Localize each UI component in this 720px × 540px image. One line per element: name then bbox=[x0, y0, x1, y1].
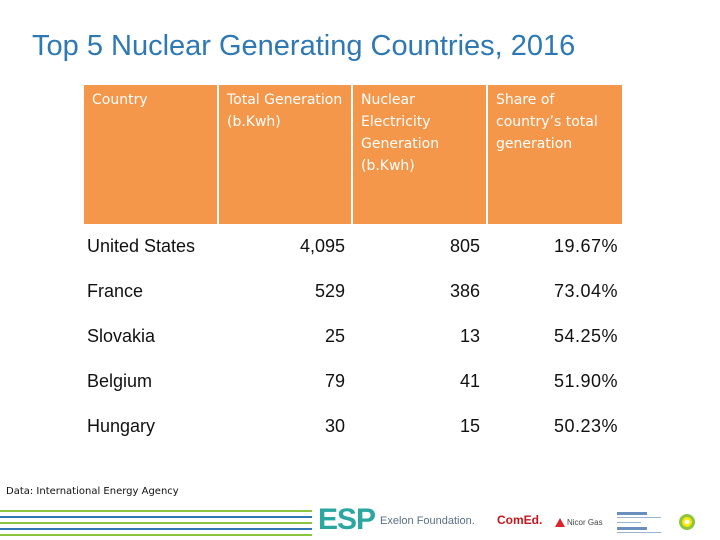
table-header-row bbox=[84, 85, 622, 224]
share-cell: 50.23% bbox=[487, 404, 622, 449]
comed-logo-text: ComEd. bbox=[497, 513, 543, 527]
share-cell: 51.90% bbox=[487, 359, 622, 404]
esp-logo-text: ESP bbox=[318, 503, 376, 536]
table-row bbox=[84, 359, 622, 404]
page-title: Top 5 Nuclear Generating Countries, 2016 bbox=[32, 30, 576, 62]
table-row bbox=[84, 404, 622, 449]
table-row bbox=[84, 224, 622, 269]
nuclear-generation-cell: 15 bbox=[352, 404, 487, 449]
country-cell: Belgium bbox=[84, 359, 218, 404]
partner-logo-icon bbox=[615, 510, 665, 538]
share-cell: 54.25% bbox=[487, 314, 622, 359]
total-generation-cell: 529 bbox=[218, 269, 352, 314]
nuclear-generation-cell: 386 bbox=[352, 269, 487, 314]
comed-logo bbox=[497, 513, 542, 527]
country-cell: Hungary bbox=[84, 404, 218, 449]
share-cell: 73.04% bbox=[487, 269, 622, 314]
nicor-logo-text: Nicor Gas bbox=[567, 518, 603, 527]
total-generation-cell: 79 bbox=[218, 359, 352, 404]
total-generation-cell: 4,095 bbox=[218, 224, 352, 269]
table-row bbox=[84, 269, 622, 314]
header-total-generation: Total Generation (b.Kwh) bbox=[218, 85, 352, 224]
nuclear-generation-cell: 13 bbox=[352, 314, 487, 359]
country-cell: France bbox=[84, 269, 218, 314]
bp-helios-logo-icon bbox=[677, 510, 697, 532]
share-cell: 19.67% bbox=[487, 224, 622, 269]
country-cell: Slovakia bbox=[84, 314, 218, 359]
total-generation-cell: 25 bbox=[218, 314, 352, 359]
nuclear-generation-table bbox=[84, 85, 622, 449]
nicor-flame-icon bbox=[555, 518, 565, 527]
country-cell: United States bbox=[84, 224, 218, 269]
exelon-foundation-logo: Exelon Foundation. bbox=[380, 515, 475, 527]
header-country: Country bbox=[84, 85, 218, 224]
table-row bbox=[84, 314, 622, 359]
total-generation-cell: 30 bbox=[218, 404, 352, 449]
header-nuclear-generation: Nuclear Electricity Generation (b.Kwh) bbox=[352, 85, 487, 224]
nicor-gas-logo bbox=[555, 518, 603, 527]
esp-logo bbox=[318, 505, 375, 535]
footer-decorative-lines bbox=[0, 508, 315, 538]
header-share-of-total: Share of country’s total generation bbox=[487, 85, 622, 224]
nuclear-generation-cell: 41 bbox=[352, 359, 487, 404]
data-source-note: Data: International Energy Agency bbox=[6, 486, 179, 497]
nuclear-generation-cell: 805 bbox=[352, 224, 487, 269]
